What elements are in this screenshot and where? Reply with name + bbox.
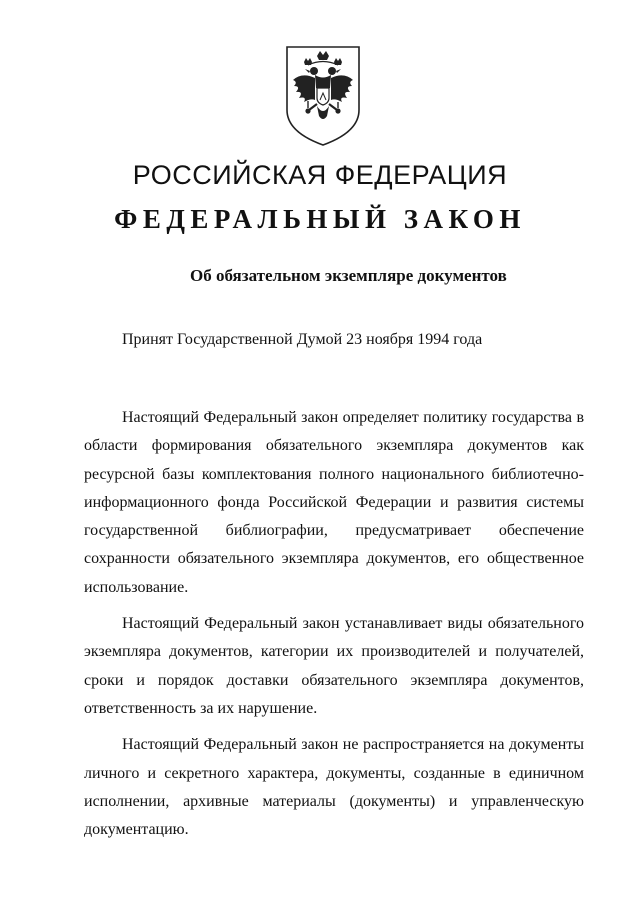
body-paragraph: Настоящий Федеральный закон устанавливает виды обязательного экземпляра документов, категории их производителей и получателей, сроки и порядок доставки обязательного экземпляра документов, ответственность за их нарушение. [84, 615, 584, 717]
document-body [84, 404, 584, 852]
body-paragraph: Настоящий Федеральный закон не распространяется на документы личного и секретного характера, документы, созданные в единичном исполнении, архивные материалы (документы) и управленческую документацию. [84, 736, 584, 839]
adoption-statement: Принят Государственной Думой 23 ноября 1994 года [122, 331, 483, 348]
document-type-heading: ФЕДЕРАЛЬНЫЙ ЗАКОН [114, 204, 526, 234]
body-paragraph: Настоящий Федеральный закон определяет политику государства в области формирования обязательного экземпляра документов как ресурсной базы комплектования полного национального библиотечно-информационного фонда Российской Федерации и развития системы государственной библиографии, предусматривает обеспечение сохранности обязательного экземпляра документов, его общественное использование. [84, 409, 584, 596]
coat-of-arms-icon [284, 44, 362, 148]
document-title: Об обязательном экземпляре документов [190, 266, 507, 285]
country-heading: РОССИЙСКАЯ ФЕДЕРАЦИЯ [132, 160, 508, 190]
